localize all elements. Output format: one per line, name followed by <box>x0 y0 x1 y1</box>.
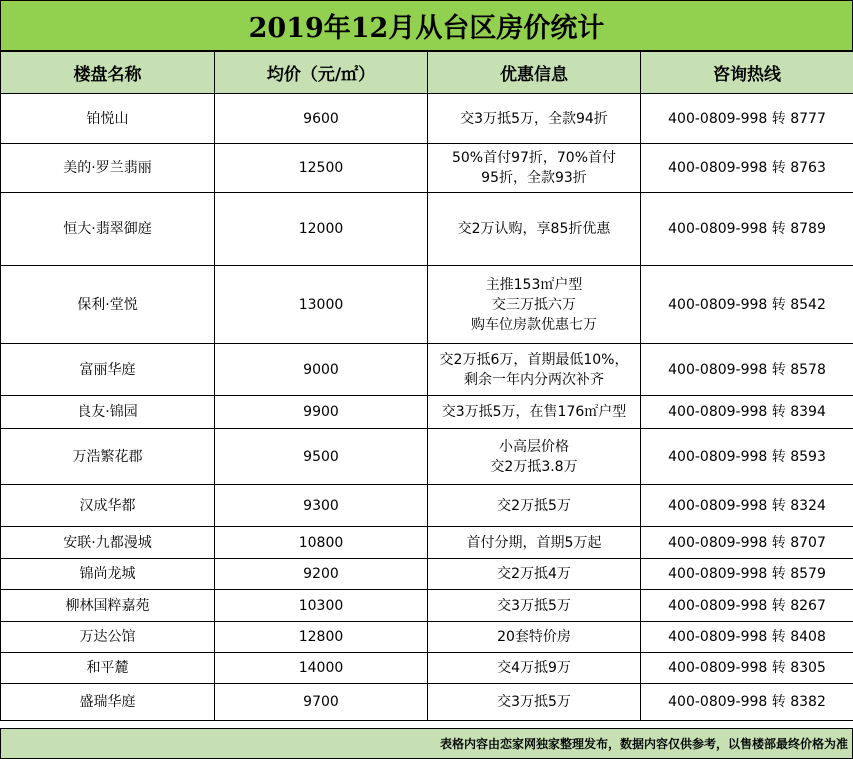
average-price: 13000 <box>215 266 428 344</box>
header-average-price: 均价（元/㎡） <box>215 52 428 94</box>
hotline: 400-0809-998 转 8408 <box>641 622 853 653</box>
project-name: 恒大·翡翠御庭 <box>1 193 215 266</box>
table-row <box>1 527 853 559</box>
project-name: 保利·堂悦 <box>1 266 215 344</box>
offer-info: 首付分期，首期5万起 <box>428 527 641 559</box>
average-price: 12000 <box>215 193 428 266</box>
hotline: 400-0809-998 转 8578 <box>641 344 853 396</box>
average-price: 12800 <box>215 622 428 653</box>
project-name: 锦尚龙城 <box>1 559 215 590</box>
average-price: 12500 <box>215 144 428 193</box>
project-name: 安联·九都漫城 <box>1 527 215 559</box>
header-project-name: 楼盘名称 <box>1 52 215 94</box>
table-row <box>1 344 853 396</box>
hotline: 400-0809-998 转 8763 <box>641 144 853 193</box>
hotline: 400-0809-998 转 8542 <box>641 266 853 344</box>
offer-info: 交2万认购，享85折优惠 <box>428 193 641 266</box>
average-price: 9600 <box>215 94 428 144</box>
hotline: 400-0809-998 转 8777 <box>641 94 853 144</box>
project-name: 柳林国粹嘉苑 <box>1 590 215 622</box>
header-offer-info: 优惠信息 <box>428 52 641 94</box>
project-name: 万浩繁花郡 <box>1 429 215 485</box>
offer-info: 交4万抵9万 <box>428 653 641 684</box>
offer-info: 交3万抵5万 <box>428 590 641 622</box>
average-price: 9300 <box>215 485 428 527</box>
table-row <box>1 653 853 684</box>
table-row <box>1 266 853 344</box>
project-name: 盛瑞华庭 <box>1 684 215 721</box>
offer-info: 交2万抵6万，首期最低10%， 剩余一年内分两次补齐 <box>428 344 641 396</box>
hotline: 400-0809-998 转 8579 <box>641 559 853 590</box>
offer-info: 50%首付97折，70%首付 95折，全款93折 <box>428 144 641 193</box>
project-name: 万达公馆 <box>1 622 215 653</box>
offer-info: 交3万抵5万 <box>428 684 641 721</box>
average-price: 10800 <box>215 527 428 559</box>
table-row <box>1 485 853 527</box>
offer-info: 交3万抵5万，在售176㎡户型 <box>428 396 641 429</box>
hotline: 400-0809-998 转 8593 <box>641 429 853 485</box>
price-table <box>0 51 853 721</box>
project-name: 良友·锦园 <box>1 396 215 429</box>
table-row <box>1 193 853 266</box>
average-price: 9500 <box>215 429 428 485</box>
average-price: 9700 <box>215 684 428 721</box>
hotline: 400-0809-998 转 8267 <box>641 590 853 622</box>
table-row <box>1 684 853 721</box>
table-row <box>1 94 853 144</box>
project-name: 和平麓 <box>1 653 215 684</box>
footer-note: 表格内容由恋家网独家整理发布，数据内容仅供参考，以售楼部最终价格为准 <box>0 728 853 759</box>
hotline: 400-0809-998 转 8789 <box>641 193 853 266</box>
table-row <box>1 590 853 622</box>
table-row <box>1 622 853 653</box>
offer-info: 交2万抵4万 <box>428 559 641 590</box>
table-row <box>1 429 853 485</box>
average-price: 9000 <box>215 344 428 396</box>
project-name: 铂悦山 <box>1 94 215 144</box>
table-row <box>1 559 853 590</box>
hotline: 400-0809-998 转 8324 <box>641 485 853 527</box>
project-name: 富丽华庭 <box>1 344 215 396</box>
offer-info: 交2万抵5万 <box>428 485 641 527</box>
hotline: 400-0809-998 转 8394 <box>641 396 853 429</box>
offer-info: 交3万抵5万，全款94折 <box>428 94 641 144</box>
offer-info: 20套特价房 <box>428 622 641 653</box>
average-price: 9900 <box>215 396 428 429</box>
table-row <box>1 144 853 193</box>
hotline: 400-0809-998 转 8382 <box>641 684 853 721</box>
hotline: 400-0809-998 转 8305 <box>641 653 853 684</box>
average-price: 14000 <box>215 653 428 684</box>
header-row <box>1 52 853 94</box>
offer-info: 主推153㎡户型 交三万抵六万 购车位房款优惠七万 <box>428 266 641 344</box>
average-price: 9200 <box>215 559 428 590</box>
table-row <box>1 396 853 429</box>
project-name: 汉成华都 <box>1 485 215 527</box>
project-name: 美的·罗兰翡丽 <box>1 144 215 193</box>
offer-info: 小高层价格 交2万抵3.8万 <box>428 429 641 485</box>
hotline: 400-0809-998 转 8707 <box>641 527 853 559</box>
header-hotline: 咨询热线 <box>641 52 853 94</box>
average-price: 10300 <box>215 590 428 622</box>
sheet-title: 2019年12月从台区房价统计 <box>0 0 853 51</box>
